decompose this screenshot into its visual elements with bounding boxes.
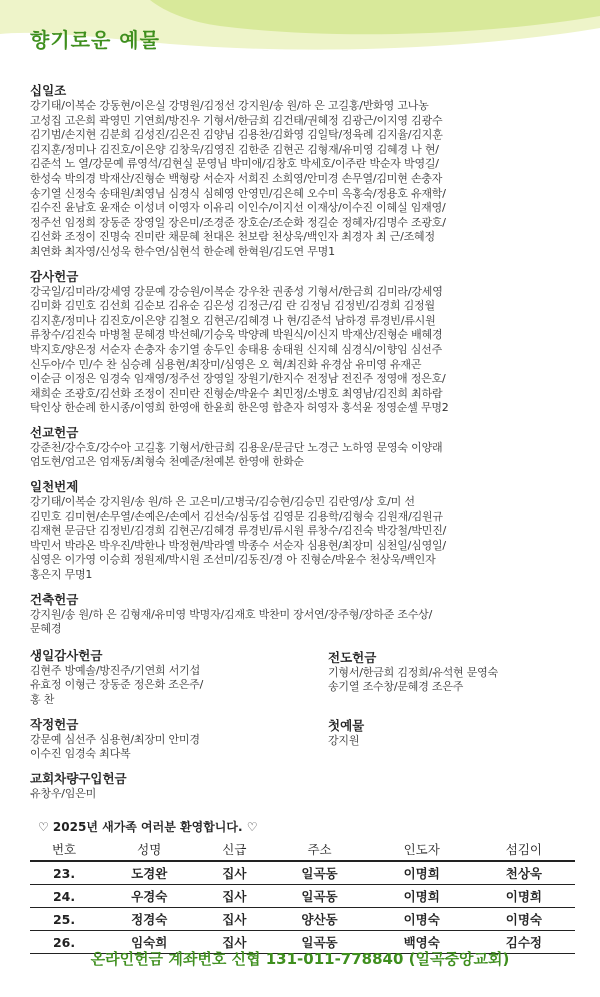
section-birthday (30, 647, 300, 708)
table-cell: 집사 (200, 931, 268, 954)
section-tithe (30, 82, 590, 260)
section-body-evangelism: 기형서/한금희 김정희/유석현 문영숙 송기열 조수창/문혜경 조은주 (328, 665, 498, 694)
table-header-row (30, 837, 575, 861)
table-cell: 26. (30, 931, 98, 954)
section-body-building: 강지원/송 원/하 은 김형재/유미영 박명자/김재호 박찬미 장서연/장주형/장하준 조수상/ 문혜경 (30, 607, 433, 636)
table-cell: 일곡동 (268, 885, 370, 908)
table-cell: 백영숙 (371, 931, 473, 954)
section-title-harvest: 작정헌금 (30, 716, 79, 732)
section-body-birthday: 김현주 방예솔/방진주/기연희 서기섭 유효정 이형근 장동준 정은화 조은주/ 홍 찬 (30, 663, 204, 706)
section-title-first-fruits: 일천번제 (30, 479, 79, 495)
left-column (30, 647, 300, 810)
table-row (30, 885, 575, 908)
table-cell: 집사 (200, 861, 268, 885)
table-cell: 천상욱 (473, 861, 575, 885)
table-cell: 우경숙 (98, 885, 200, 908)
table-cell: 정경숙 (98, 908, 200, 931)
section-title-vehicle: 교회차량구입헌금 (30, 770, 127, 786)
new-family-table (30, 837, 575, 954)
right-column (328, 647, 578, 810)
section-first-offering (328, 717, 578, 749)
section-harvest (30, 716, 300, 762)
column-header: 신급 (200, 837, 268, 861)
table-cell: 23. (30, 861, 98, 885)
table-cell: 이명숙 (473, 908, 575, 931)
section-title-building: 건축헌금 (30, 591, 79, 607)
table-cell: 임숙희 (98, 931, 200, 954)
section-mission (30, 424, 590, 470)
section-building (30, 591, 590, 637)
table-cell: 이명숙 (371, 908, 473, 931)
column-header: 번호 (30, 837, 98, 861)
table-cell: 이명희 (371, 885, 473, 908)
table-cell: 도경완 (98, 861, 200, 885)
table-row (30, 861, 575, 885)
section-title-mission: 선교헌금 (30, 424, 79, 440)
column-header: 성명 (98, 837, 200, 861)
section-title-first-offering: 첫예물 (328, 718, 365, 733)
table-cell: 김수정 (473, 931, 575, 954)
section-body-mission: 강준천/강수호/강수아 고길홍 기형서/한금희 김용운/문금단 노경근 노하영 문영숙 이양래 엄도현/엄고은 엄재동/최형숙 천예준/천예본 한영애 한화순 (30, 440, 443, 469)
section-vehicle (30, 770, 300, 802)
table-cell: 집사 (200, 885, 268, 908)
column-header: 주소 (268, 837, 370, 861)
section-body-tithe: 강기태/이복순 강동현/이은실 강명원/김정선 강지원/송 원/하 은 고길홍/반화영 고나농 고성집 고은희 곽영민 기연희/방진우 기형서/한금희 김건태/권혜정 김광근/이지영 김광수 김기범/손지현 김분희 김성진/김은진 김양님 김용찬/김화영 김일탁/정육례 김지율/김지훈 김지훈/정미나 김진호/이은양 김창욱/김영진 김한준 김현곤 김형재/유미영 김혜경 나 현/ 김준석 노 열/강문예 류영석/김현실 문영님 박미애/김창호 박세호/이주란 박순자 박영길/ 한성숙 박의경 박재산/진형순 백형랑 서순자 서희진 소희영/안미경 손무열/김미현 손충자 송기열 신정숙 송태원/최영님 심경식 심혜영 안영민/김은혜 오수미 옥홍숙/정용호 유재학/ 김수진 윤남호 윤재순 이성녀 이영자 이유리 이인수/이지선 이재상/이수진 이혜실 임재영/ 정주선 임정희 장동준 장영일 장은미/조경준 장호순/조순화 정길순 정혜자/김명수 조광호/ 김선화 조정이 진명숙 진미란 채문혜 천대은 천보람 천상욱/백인자 최경자 최 근/조혜정 최연화 최자영/신성욱 한수연/심현석 한순례 한혁원/김도연 무명1 (30, 99, 446, 258)
table-cell: 집사 (200, 908, 268, 931)
section-body-vehicle: 유창우/임은미 (30, 786, 97, 800)
section-title-thanks: 감사헌금 (30, 268, 79, 284)
section-title-tithe: 십일조 (30, 83, 67, 98)
section-body-first-fruits: 강기태/이복순 강지원/송 원/하 은 고은미/고병국/김승현/김승민 김란영/상 호/미 선 김민호 김미현/손무열/손예은/손예서 김선숙/심동섭 김영문 김용학/김형숙 김원재/김원규 김재현 문금단 김정빈/김경희 김현곤/김혜경 류경빈/류시원 류창수/김진숙 박강철/박민진/ 박민서 박라온 박우진/박한나 박정현/박라엘 박종수 서순자 심용현/최장미 심천일/심영일/ 심영은 이가영 이승희 정원제/박시원 조선미/김동진/경 아 진형순/박윤수 천상욱/백인자 홍은지 무명1 (30, 495, 447, 582)
section-title-birthday: 생일감사헌금 (30, 647, 103, 663)
offering-list (30, 82, 590, 809)
table-cell: 일곡동 (268, 931, 370, 954)
section-thanks (30, 268, 590, 416)
column-header: 인도자 (371, 837, 473, 861)
new-family-welcome (30, 818, 575, 954)
two-column-sections (30, 647, 590, 810)
table-cell: 일곡동 (268, 861, 370, 885)
table-cell: 이명희 (473, 885, 575, 908)
section-first-fruits (30, 478, 590, 583)
page-title: 향기로운 예물 (30, 28, 160, 52)
welcome-title: ♡ 2025년 새가족 여러분 환영합니다. ♡ (38, 820, 258, 834)
section-evangelism (328, 649, 578, 695)
section-title-evangelism: 전도헌금 (328, 649, 377, 665)
online-offering-account: 온라인헌금 계좌번호 신협 131-011-778840 (일곡중앙교회) (90, 950, 510, 968)
table-cell: 24. (30, 885, 98, 908)
section-body-first-offering: 강지원 (328, 734, 360, 747)
column-header: 섬김이 (473, 837, 575, 861)
table-cell: 25. (30, 908, 98, 931)
table-cell: 양산동 (268, 908, 370, 931)
table-cell: 이명희 (371, 861, 473, 885)
section-body-harvest: 강문예 심선주 심용현/최장미 안미경 이수진 임경숙 최다복 (30, 732, 200, 761)
section-body-thanks: 강국일/김미라/강세영 강문예 강승원/이복순 강우찬 권종성 기형서/한금희 김미라/강세영 김미화 김민호 김선희 김순보 김유순 김은성 김정근/김 란 김정님 김정빈/김경희 김정월 김지훈/정미나 김진호/이은양 김철오 김현곤/김혜경 나 현/김준석 남하경 류경빈/류시원 류창수/김진숙 마병철 문혜경 박선혜/기승욱 박양례 박원식/이신지 박재산/진형순 배혜경 박지호/양은정 서순자 손충자 송기열 송두인 송태용 송태원 신지혜 심경식/이향임 심선주 신두아/수 민/수 찬 심승례 심용현/최장미/심영은 오 혁/최진화 유경삼 유미영 유재곤 이순금 이정은 임경숙 임재영/정주선 장영일 장원기/한지수 전정남 전진주 정영애 정은호/ 채희순 조광호/김선화 조정이 진미란 진형순/박윤수 최민정/소병호 최영남/김진희 최하람 탁인상 한순례 한시종/이영희 한영애 한윤희 한은영 함춘자 허영자 홍석윤 정영순셀 무명2 (30, 284, 449, 415)
table-row (30, 908, 575, 931)
